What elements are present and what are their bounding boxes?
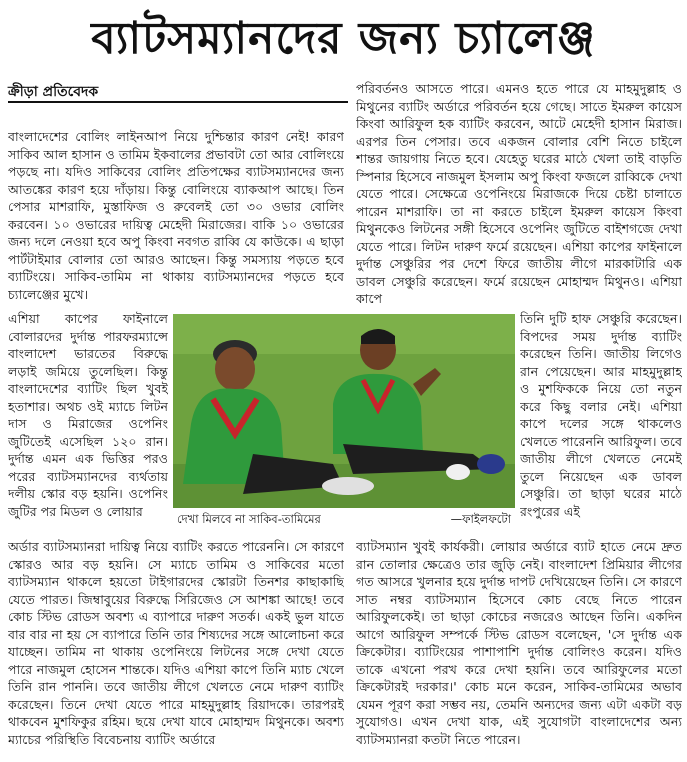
byline-divider xyxy=(8,101,348,103)
photo-caption-bar xyxy=(173,510,515,528)
players-photo xyxy=(173,314,515,508)
photo-credit: —ফাইলফটো xyxy=(450,512,511,526)
headline: ব্যাটসম্যানদের জন্য চ্যালেঞ্জ xyxy=(91,13,596,64)
article-text-right-bottom: ব্যাটসম্যান খুবই কার্যকরী। লোয়ার অর্ডারে ব্যাট হাতে নেমে দ্রুত রান তোলার ক্ষেত্রেও তার জুড়ি নেই। বাংলাদেশ প্রিমিয়ার লীগের গত আসরে খুলনার হয়ে দুর্দান্ত দাপট দেখিয়েছেন তিনি। সে কারণে সাত নম্বর ব্যাটসম্যান হিসেবে কোচ বেছে নিতে পারেন আরিফুলকেই। তা ছাড়া কোচের নজরেও আছেন তিনি। একদিন আগে আরিফুল সম্পর্কে স্টিভ রোডস বলেছেন, 'সে দুর্দান্ত এক ক্রিকেটার। ব্যাটিংয়ের পাশাপাশি দুর্দান্ত বোলিংও করেন। যদিও তাকে এখনো পরখ করে দেখা হয়নি। তবে আরিফুলের মতো ক্রিকেটারই দরকার।' কোচ মনে করেন, সাকিব-তামিমের অভাব যেমন পূরণ করা সম্ভব নয়, তেমনি অন্যদের জন্য এটা একটা বড় সুযোগও। এখন দেখা যাক, এই সুযোগটা বাংলাদেশের অন্য ব্যাটসম্যানরা কতটা নিতে পারেন। xyxy=(356,539,682,747)
article-text-left-narrow: এশিয়া কাপের ফাইনালে বোলারদের দুর্দান্ত পারফরম্যান্সে বাংলাদেশ ভারতের বিরুদ্ধে লড়াই জমিয়ে তুলেছিল। কিন্তু বাংলাদেশের ব্যাটিং ছিল খুবই হতাশার। অথচ ওই ম্যাচে লিটন দাস ও মিরাজের ওপেনিং জুটিতেই এসেছিল ১২০ রান। দুর্দান্ত এমন এক ভিত্তির পরও পরের ব্যাটসম্যানদের ব্যর্থতায় দলীয় স্কোর বড় হয়নি। ওপেনিং জুটির পর মিডল ও লোয়ার xyxy=(8,311,168,519)
article-text-left-top: বাংলাদেশের বোলিং লাইনআপ নিয়ে দুশ্চিন্তার কারণ নেই! কারণ সাকিব আল হাসান ও তামিম ইকবালের প্রভাবটা তো আর বোলিংয়ে পড়ছে না। যদিও সাকিবের বোলিং প্রতিপক্ষের ব্যাটসম্যানদের জন্য আতঙ্কের কারণ হয়ে দাঁড়ায়। কিন্তু বোলিংয়ে ব্যাকআপ আছে। তিন পেসার মাশরাফি, মুস্তাফিজ ও রুবেলই তো ৩০ ওভার বোলিং করবেন। ১০ ওভারের দায়িত্ব মেহেদী মিরাজের। বাকি ১০ ওভারের জন্য দলে নেওয়া হবে অপু কিংবা নবগত রাব্বি যে কাউকে। এ ছাড়া পার্টটাইমার বোলার তো আরও আছেন। কিন্তু সমস্যায় পড়তে হবে ব্যাটিংয়ে। সাকিব-তামিম না থাকায় ব্যাটসম্যানদের পড়তে হবে চ্যালেঞ্জের মুখে। xyxy=(8,129,344,302)
byline: ক্রীড়া প্রতিবেদক xyxy=(8,84,99,100)
article-text-left-bottom: অর্ডার ব্যাটসম্যানরা দায়িত্ব নিয়ে ব্যাটিং করতে পারেননি। সে কারণে স্কোরও আর বড় হয়নি। সে ম্যাচে তামিম ও সাকিবের মতো ব্যাটসম্যান থাকলে হয়তো টাইগারদের স্কোরটা তিনশর কাছাকাছি যেতে পারত। জিম্বাবুয়ের বিরুদ্ধে সিরিজেও সে আশঙ্কা আছে! তবে কোচ স্টিভ রোডস অবশ্য এ ব্যাপারে দারুণ সতর্ক। একই ভুল যাতে বার বার না হয় সে ব্যাপারে তিনি তার শিষ্যদের সঙ্গে আলোচনা করে যাচ্ছেন। তামিম না থাকায় ওপেনিংয়ে লিটনের সঙ্গে দেখা যেতে পারে নাজমুল হোসেন শান্তকে। যদিও এশিয়া কাপে তিনি ম্যাচ খেলে তিনি রান পাননি। তবে জাতীয় লীগে খেলতে নেমে দারুণ ব্যাটিং করেছেন। তিনে দেখা যেতে পারে মাহমুদুল্লাহ রিয়াদকে। তারপরই থাকবেন মুশফিকুর রহিম। ছয়ে দেখা যাবে মোহাম্মদ মিথুনকে। অবশ্য ম্যাচের পরিস্থিতি বিবেচনায় ব্যাটিং অর্ডারে xyxy=(8,539,344,747)
players-illustration xyxy=(173,314,515,508)
photo-caption: দেখা মিলবে না সাকিব-তামিমের xyxy=(177,512,321,526)
article-text-right-narrow: তিনি দুটি হাফ সেঞ্চুরি করেছেন। বিপদের সময় দুর্দান্ত ব্যাটিং করেছেন তিনি। জাতীয় লিগেও রান পেয়েছেন। আর মাহমুদুল্লাহ ও মুশফিককে নিয়ে তো নতুন করে কিছু বলার নেই। এশিয়া কাপে দলের সঙ্গে থাকলেও খেলতে পারেননি আরিফুল। তবে জাতীয় লীগে খেলতে নেমেই তুলে নিয়েছেন এক ডাবল সেঞ্চুরি। তা ছাড়া ঘরের মাঠে রংপুরের এই xyxy=(520,311,682,519)
article-text-right-top: পরিবর্তনও আসতে পারে। এমনও হতে পারে যে মাহমুদুল্লাহ ও মিথুনের ব্যাটিং অর্ডারে পরিবর্তন হয়ে গেছে। সাতে ইমরুল কায়েস কিংবা আরিফুল হক ব্যাটিং করবেন, আটে মেহেদী হাসান মিরাজ। এরপর তিন পেসার। তবে একজন বোলার বেশি নিতে চাইলে শান্তর জায়গায় নিতে হবে। যেহেতু ঘরের মাঠে খেলা তাই বাড়তি স্পিনার হিসেবে নাজমুল ইসলাম অপু কিংবা ফজলে রাব্বিকে দেখা যেতে পারে। সেক্ষেত্রে ওপেনিংয়ে মিরাজকে দিয়ে চেষ্টা চালাতে পারেন মাশরাফি। তা না করতে চাইলে ইমরুল কায়েস কিংবা মিথুনকেও লিটনের সঙ্গী হিসেবে ওপেনিং জুটিতে বাইশগজে দেখা যেতে পারে। লিটন দারুণ ফর্মে রয়েছেন। এশিয়া কাপের ফাইনালে দুর্দান্ত সেঞ্চুরির পর দেশে ফিরে জাতীয় লীগে মারকাটারি এক ডাবল সেঞ্চুরি করেছেন। ফর্মে রয়েছেন মোহাম্মদ মিথুনও। এশিয়া কাপে xyxy=(356,81,682,306)
